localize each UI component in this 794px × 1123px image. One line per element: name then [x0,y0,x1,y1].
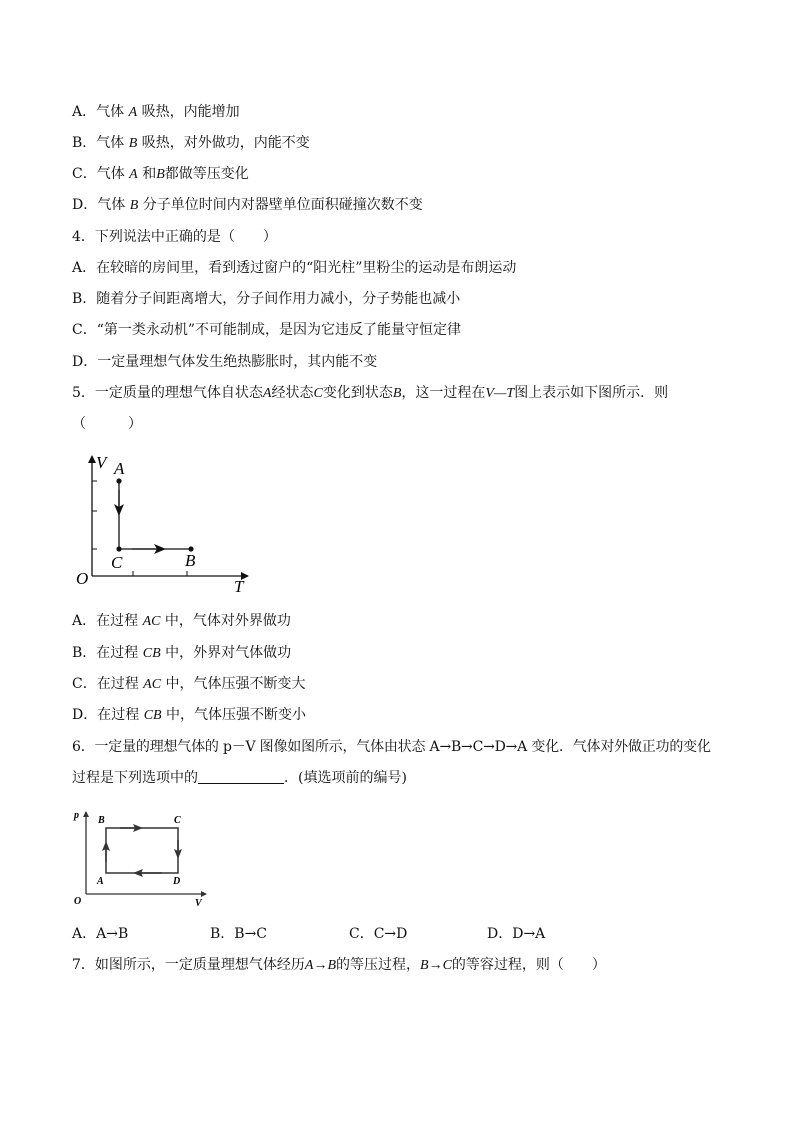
var: B→C [420,958,452,973]
q7-stem [72,955,606,976]
stem-text: 过程是下列选项中的 [72,770,198,786]
option-text: 和 [142,166,157,182]
q5-stem [72,383,668,404]
stem-text: 经状态 [271,385,314,401]
option-text: C．在过程 [72,676,139,692]
var: CB [142,646,161,661]
q5-option-c [72,674,306,695]
var: B [128,136,138,151]
axis-label-v: V [96,453,107,472]
q6-stem-line-2 [72,768,407,788]
option-text: 分子单位时间内对器壁单位面积碰撞次数不变 [142,197,423,213]
option-text: 中，气体压强不断变小 [166,707,307,723]
point-label-a: A [97,876,104,887]
stem-text: ，这一过程在 [401,385,486,401]
q4-option-c: C．“第一类永动机”不可能制成，是因为它违反了能量守恒定律 [72,322,462,338]
q4-option-b: B．随着分子间距离增大，分子间作用力减小，分子势能也减小 [72,291,461,307]
q4-option-d: D．一定量理想气体发生绝热膨胀时，其内能不变 [72,354,378,370]
axis-label-v: V [195,898,202,908]
option-text: A．在过程 [72,613,139,629]
stem-text: 图上表示如下图所示．则 [514,385,669,401]
q3-option-a [72,102,240,123]
var: B [129,198,139,213]
option-text: 都做等压变化 [164,166,249,182]
stem-text: 5．一定质量的理想气体自状态 [72,385,263,401]
var: A [262,386,272,401]
point-label-d: D [173,876,181,887]
var: AC [143,677,162,692]
q6-option-b: B．B→C [210,926,268,942]
option-text: A．气体 [72,104,125,120]
var: B [156,167,165,182]
q3-option-d [72,195,423,216]
origin-label: O [74,896,82,907]
option-text: 吸热，内能增加 [141,104,240,120]
option-text: B．在过程 [72,645,139,661]
stem-text: 的等压过程， [336,957,421,973]
q5-vt-graph [72,450,257,598]
q5-option-a [72,611,291,632]
point-label-c: C [111,553,123,572]
q6-pv-graph [72,804,212,908]
var: A [128,105,138,120]
point-label-c: C [174,815,181,826]
q6-stem-line-1: 6．一定量的理想气体的 p－V 图像如图所示，气体由状态 A→B→C→D→A 变化．气体对外做正功的变化 [72,739,711,755]
axis-label-t: T [234,577,244,596]
var: A→B [304,958,337,973]
q5-answer-paren: （ ） [72,416,142,432]
option-text: D．气体 [72,197,126,213]
point-label-b: B [185,551,196,570]
var: CB [143,708,162,723]
stem-text: ．(填选项前的编号) [284,770,407,786]
point-a-dot [116,478,121,483]
var: V—T [485,386,515,401]
option-text: D．在过程 [72,707,140,723]
q6-option-a: A．A→B [72,926,129,942]
stem-text: 变化到状态 [322,385,393,401]
var: C [313,386,323,401]
point-c-dot [116,546,121,551]
q4-stem: 4．下列说法中正确的是（ ） [72,229,277,245]
option-text: 吸热，对外做功，内能不变 [141,135,310,151]
point-label-b: B [98,815,105,826]
option-text: 中，外界对气体做功 [165,645,292,661]
q3-option-b [72,133,310,154]
cycle-rectangle [106,828,178,873]
q3-option-c [72,164,249,185]
option-text: C．气体 [72,166,125,182]
axis-label-p: p [74,810,79,821]
var: B [392,386,402,401]
var: AC [142,614,161,629]
option-text: 中，气体压强不断变大 [165,676,306,692]
point-label-a: A [114,459,125,478]
answer-blank[interactable] [198,769,284,784]
origin-label: O [76,569,89,588]
q4-option-a: A．在较暗的房间里，看到透过窗户的“阳光柱”里粉尘的运动是布朗运动 [72,260,517,276]
q6-option-c: C．C→D [349,926,408,942]
stem-text: 7．如图所示，一定质量理想气体经历 [72,957,305,973]
q5-option-d [72,705,306,726]
var: A [129,167,138,182]
q6-option-d: D．D→A [487,926,546,942]
option-text: 中，气体对外界做功 [164,613,291,629]
option-text: B．气体 [72,135,125,151]
stem-text: 的等容过程，则（ ） [451,957,606,973]
q5-option-b [72,643,291,664]
